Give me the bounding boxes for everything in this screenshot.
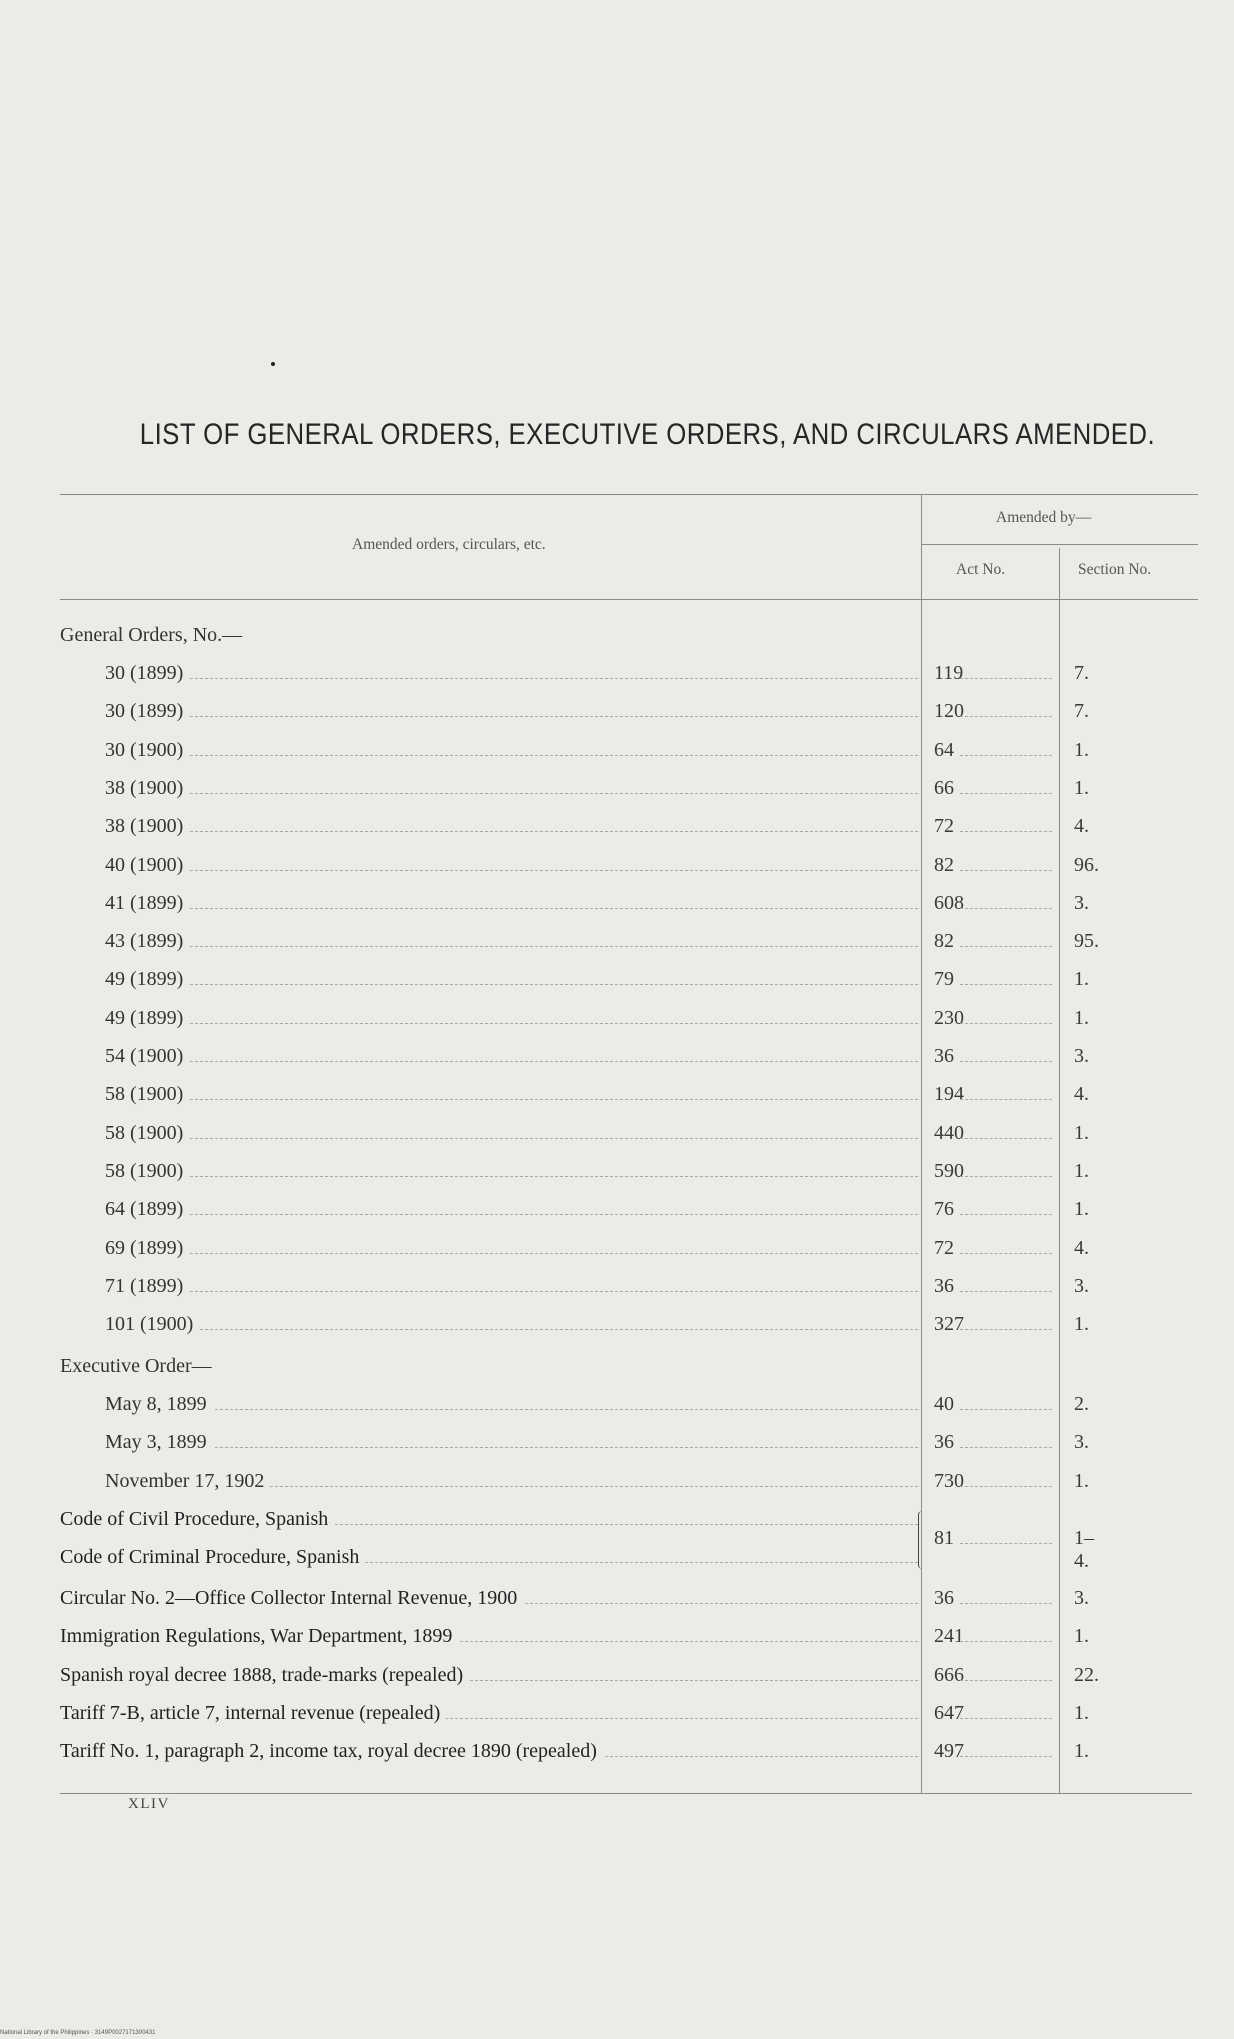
dot-leader — [115, 1176, 918, 1177]
section-heading-label: General Orders, No.— — [60, 624, 248, 647]
act-number: 82 — [934, 930, 954, 953]
act-number: 79 — [934, 968, 954, 991]
table-row — [0, 1154, 1234, 1192]
dot-leader — [960, 1543, 1052, 1544]
table-row — [0, 1464, 1234, 1502]
act-number: 76 — [934, 1198, 954, 1221]
dot-leader — [960, 1023, 1052, 1024]
dot-leader — [960, 1447, 1052, 1448]
section-number: 1. — [1074, 1198, 1089, 1221]
dot-leader — [960, 1756, 1052, 1757]
table-row — [0, 1269, 1234, 1307]
section-number: 22. — [1074, 1663, 1099, 1686]
act-number: 440 — [934, 1121, 964, 1144]
row-label: Immigration Regulations, War Department, 1899 — [60, 1625, 458, 1648]
dot-leader — [115, 1023, 918, 1024]
dot-leader — [960, 908, 1052, 909]
table-row — [0, 886, 1234, 924]
dot-leader — [115, 1214, 918, 1215]
section-number: 4. — [1074, 1236, 1089, 1259]
act-number: 327 — [934, 1313, 964, 1336]
row-label: 41 (1899) — [105, 892, 189, 915]
dot-leader — [115, 716, 918, 717]
dot-leader — [115, 1409, 918, 1410]
act-number: 72 — [934, 1236, 954, 1259]
dot-leader — [960, 1409, 1052, 1410]
section-number: 1. — [1074, 1469, 1089, 1492]
table-row — [0, 1001, 1234, 1039]
table-row — [0, 1658, 1234, 1696]
header-act-no: Act No. — [956, 561, 1006, 578]
dot-leader — [115, 1329, 918, 1330]
page-number: XLIV — [128, 1796, 170, 1812]
row-label: Tariff 7-B, article 7, internal revenue (repealed) — [60, 1702, 446, 1725]
row-label: Spanish royal decree 1888, trade-marks (repealed) — [60, 1664, 469, 1687]
code-criminal-label: Code of Criminal Procedure, Spanish — [60, 1546, 365, 1569]
dot-leader — [960, 1176, 1052, 1177]
row-label: 49 (1899) — [105, 1007, 189, 1030]
dot-leader — [115, 755, 918, 756]
row-label: 38 (1900) — [105, 777, 189, 800]
dot-leader — [115, 1291, 918, 1292]
dot-leader — [115, 678, 918, 679]
dot-leader — [960, 1291, 1052, 1292]
section-number: 1. — [1074, 1006, 1089, 1029]
table-row — [0, 1307, 1234, 1345]
table-row — [0, 1039, 1234, 1077]
table-row — [0, 1581, 1234, 1619]
act-number: 36 — [934, 1045, 954, 1067]
row-label: 49 (1899) — [105, 968, 189, 991]
section-number: 2. — [1074, 1393, 1089, 1415]
row-label: 58 (1900) — [105, 1083, 189, 1106]
dot-leader — [115, 946, 918, 947]
table-row — [0, 1696, 1234, 1734]
dot-leader — [960, 1486, 1052, 1487]
header-amended-by: Amended by— — [996, 509, 1092, 526]
row-label: 40 (1900) — [105, 854, 189, 877]
act-number: 66 — [934, 776, 954, 799]
dot-leader — [960, 1061, 1052, 1062]
dot-leader — [960, 1138, 1052, 1139]
section-number: 95. — [1074, 930, 1099, 953]
page-title: LIST OF GENERAL ORDERS, EXECUTIVE ORDERS, AND CIRCULARS AMENDED. — [139, 418, 1156, 451]
dot-leader — [960, 793, 1052, 794]
dot-leader — [115, 984, 918, 985]
section-number: 3. — [1074, 1587, 1089, 1609]
dot-leader — [960, 678, 1052, 679]
row-label: 43 (1899) — [105, 930, 189, 953]
row-label: 71 (1899) — [105, 1275, 189, 1298]
table-row — [0, 809, 1234, 847]
table-row — [0, 962, 1234, 1000]
row-label: 38 (1900) — [105, 815, 189, 838]
section-number: 1. — [1074, 776, 1089, 799]
act-number: 194 — [934, 1083, 964, 1106]
amended-by-rule — [922, 544, 1198, 545]
scan-speck — [271, 362, 275, 366]
dot-leader — [960, 984, 1052, 985]
dot-leader — [115, 908, 918, 909]
table-row — [0, 1077, 1234, 1115]
dot-leader — [115, 1099, 918, 1100]
section-number: 1. — [1074, 968, 1089, 991]
section-number: 1–4. — [1074, 1527, 1094, 1572]
table-row — [0, 1192, 1234, 1230]
section-number: 1. — [1074, 1701, 1089, 1724]
section-heading-general-orders — [0, 618, 1234, 656]
dot-leader — [960, 946, 1052, 947]
act-number: 36 — [934, 1431, 954, 1454]
row-label: Tariff No. 1, paragraph 2, income tax, royal decree 1890 (repealed) — [60, 1740, 603, 1763]
dot-leader — [960, 1680, 1052, 1681]
header-amended-items: Amended orders, circulars, etc. — [352, 536, 546, 553]
dot-leader — [115, 870, 918, 871]
row-label: 58 (1900) — [105, 1160, 189, 1183]
dot-leader — [115, 1138, 918, 1139]
act-number: 120 — [934, 700, 964, 723]
table-row — [0, 848, 1234, 886]
act-number: 730 — [934, 1469, 964, 1492]
row-label: Circular No. 2—Office Collector Internal Revenue, 1900 — [60, 1587, 523, 1610]
dot-leader — [960, 755, 1052, 756]
row-label: 58 (1900) — [105, 1122, 189, 1145]
act-number: 64 — [934, 738, 954, 761]
scan-attribution: National Library of the Philippines · 3149P0027171300431 — [0, 2030, 156, 2036]
table-row — [0, 1387, 1234, 1425]
section-number: 4. — [1074, 815, 1089, 838]
dot-leader — [115, 1253, 918, 1254]
section-number: 1. — [1074, 1625, 1089, 1648]
act-number: 230 — [934, 1006, 964, 1029]
dot-leader — [960, 831, 1052, 832]
dot-leader — [960, 1603, 1052, 1604]
section-number: 4. — [1074, 1083, 1089, 1106]
row-label: 30 (1899) — [105, 662, 189, 685]
dot-leader — [960, 1329, 1052, 1330]
table-row — [0, 1425, 1234, 1463]
brace-icon — [918, 1511, 927, 1569]
dot-leader — [960, 1641, 1052, 1642]
section-number: 7. — [1074, 700, 1089, 723]
table-bottom-rule — [60, 1793, 1192, 1794]
act-number: 590 — [934, 1159, 964, 1182]
dot-leader — [960, 1718, 1052, 1719]
act-number: 666 — [934, 1663, 964, 1686]
row-label: November 17, 1902 — [105, 1470, 270, 1493]
section-heading-executive-order — [0, 1349, 1234, 1387]
section-number: 7. — [1074, 662, 1089, 684]
section-number: 3. — [1074, 1045, 1089, 1067]
table-row — [0, 1619, 1234, 1657]
section-number: 3. — [1074, 1431, 1089, 1454]
row-label: 101 (1900) — [105, 1313, 199, 1336]
table-row — [0, 733, 1234, 771]
section-number: 3. — [1074, 1274, 1089, 1297]
section-heading-label: Executive Order— — [60, 1355, 218, 1378]
header-section-no: Section No. — [1078, 561, 1152, 578]
table-row — [0, 694, 1234, 732]
dot-leader — [115, 1447, 918, 1448]
row-label: 69 (1899) — [105, 1237, 189, 1260]
section-number: 1. — [1074, 1159, 1089, 1182]
table-row — [0, 1734, 1234, 1772]
act-number: 119 — [934, 662, 964, 684]
table-row — [0, 924, 1234, 962]
dot-leader — [960, 1214, 1052, 1215]
row-label: 54 (1900) — [105, 1045, 189, 1068]
section-number: 1. — [1074, 1740, 1089, 1763]
act-number: 81 — [934, 1527, 954, 1549]
table-row — [0, 771, 1234, 809]
act-number: 497 — [934, 1740, 964, 1763]
table-row — [0, 1116, 1234, 1154]
act-number: 608 — [934, 891, 964, 914]
code-civil-label: Code of Civil Procedure, Spanish — [60, 1508, 334, 1531]
dot-leader — [960, 1253, 1052, 1254]
row-label: May 8, 1899 — [105, 1393, 213, 1416]
act-number: 241 — [934, 1625, 964, 1648]
table-top-rule — [60, 494, 1198, 495]
dot-leader — [115, 793, 918, 794]
row-label: 30 (1899) — [105, 700, 189, 723]
table-row — [0, 656, 1234, 694]
row-label: May 3, 1899 — [105, 1431, 213, 1454]
row-label: 64 (1899) — [105, 1198, 189, 1221]
dot-leader — [960, 1099, 1052, 1100]
header-bottom-rule — [60, 599, 1198, 600]
act-number: 647 — [934, 1701, 964, 1724]
dot-leader — [115, 1061, 918, 1062]
act-number: 36 — [934, 1274, 954, 1297]
act-number: 72 — [934, 815, 954, 838]
section-number: 96. — [1074, 853, 1099, 876]
section-number: 1. — [1074, 1313, 1089, 1336]
dot-leader — [115, 831, 918, 832]
dot-leader — [960, 870, 1052, 871]
act-number: 36 — [934, 1587, 954, 1609]
section-number: 1. — [1074, 1121, 1089, 1144]
row-label: 30 (1900) — [105, 739, 189, 762]
act-number: 82 — [934, 853, 954, 876]
section-number: 1. — [1074, 738, 1089, 761]
table-row — [0, 1231, 1234, 1269]
act-number: 40 — [934, 1393, 954, 1415]
section-number: 3. — [1074, 891, 1089, 914]
dot-leader — [960, 716, 1052, 717]
